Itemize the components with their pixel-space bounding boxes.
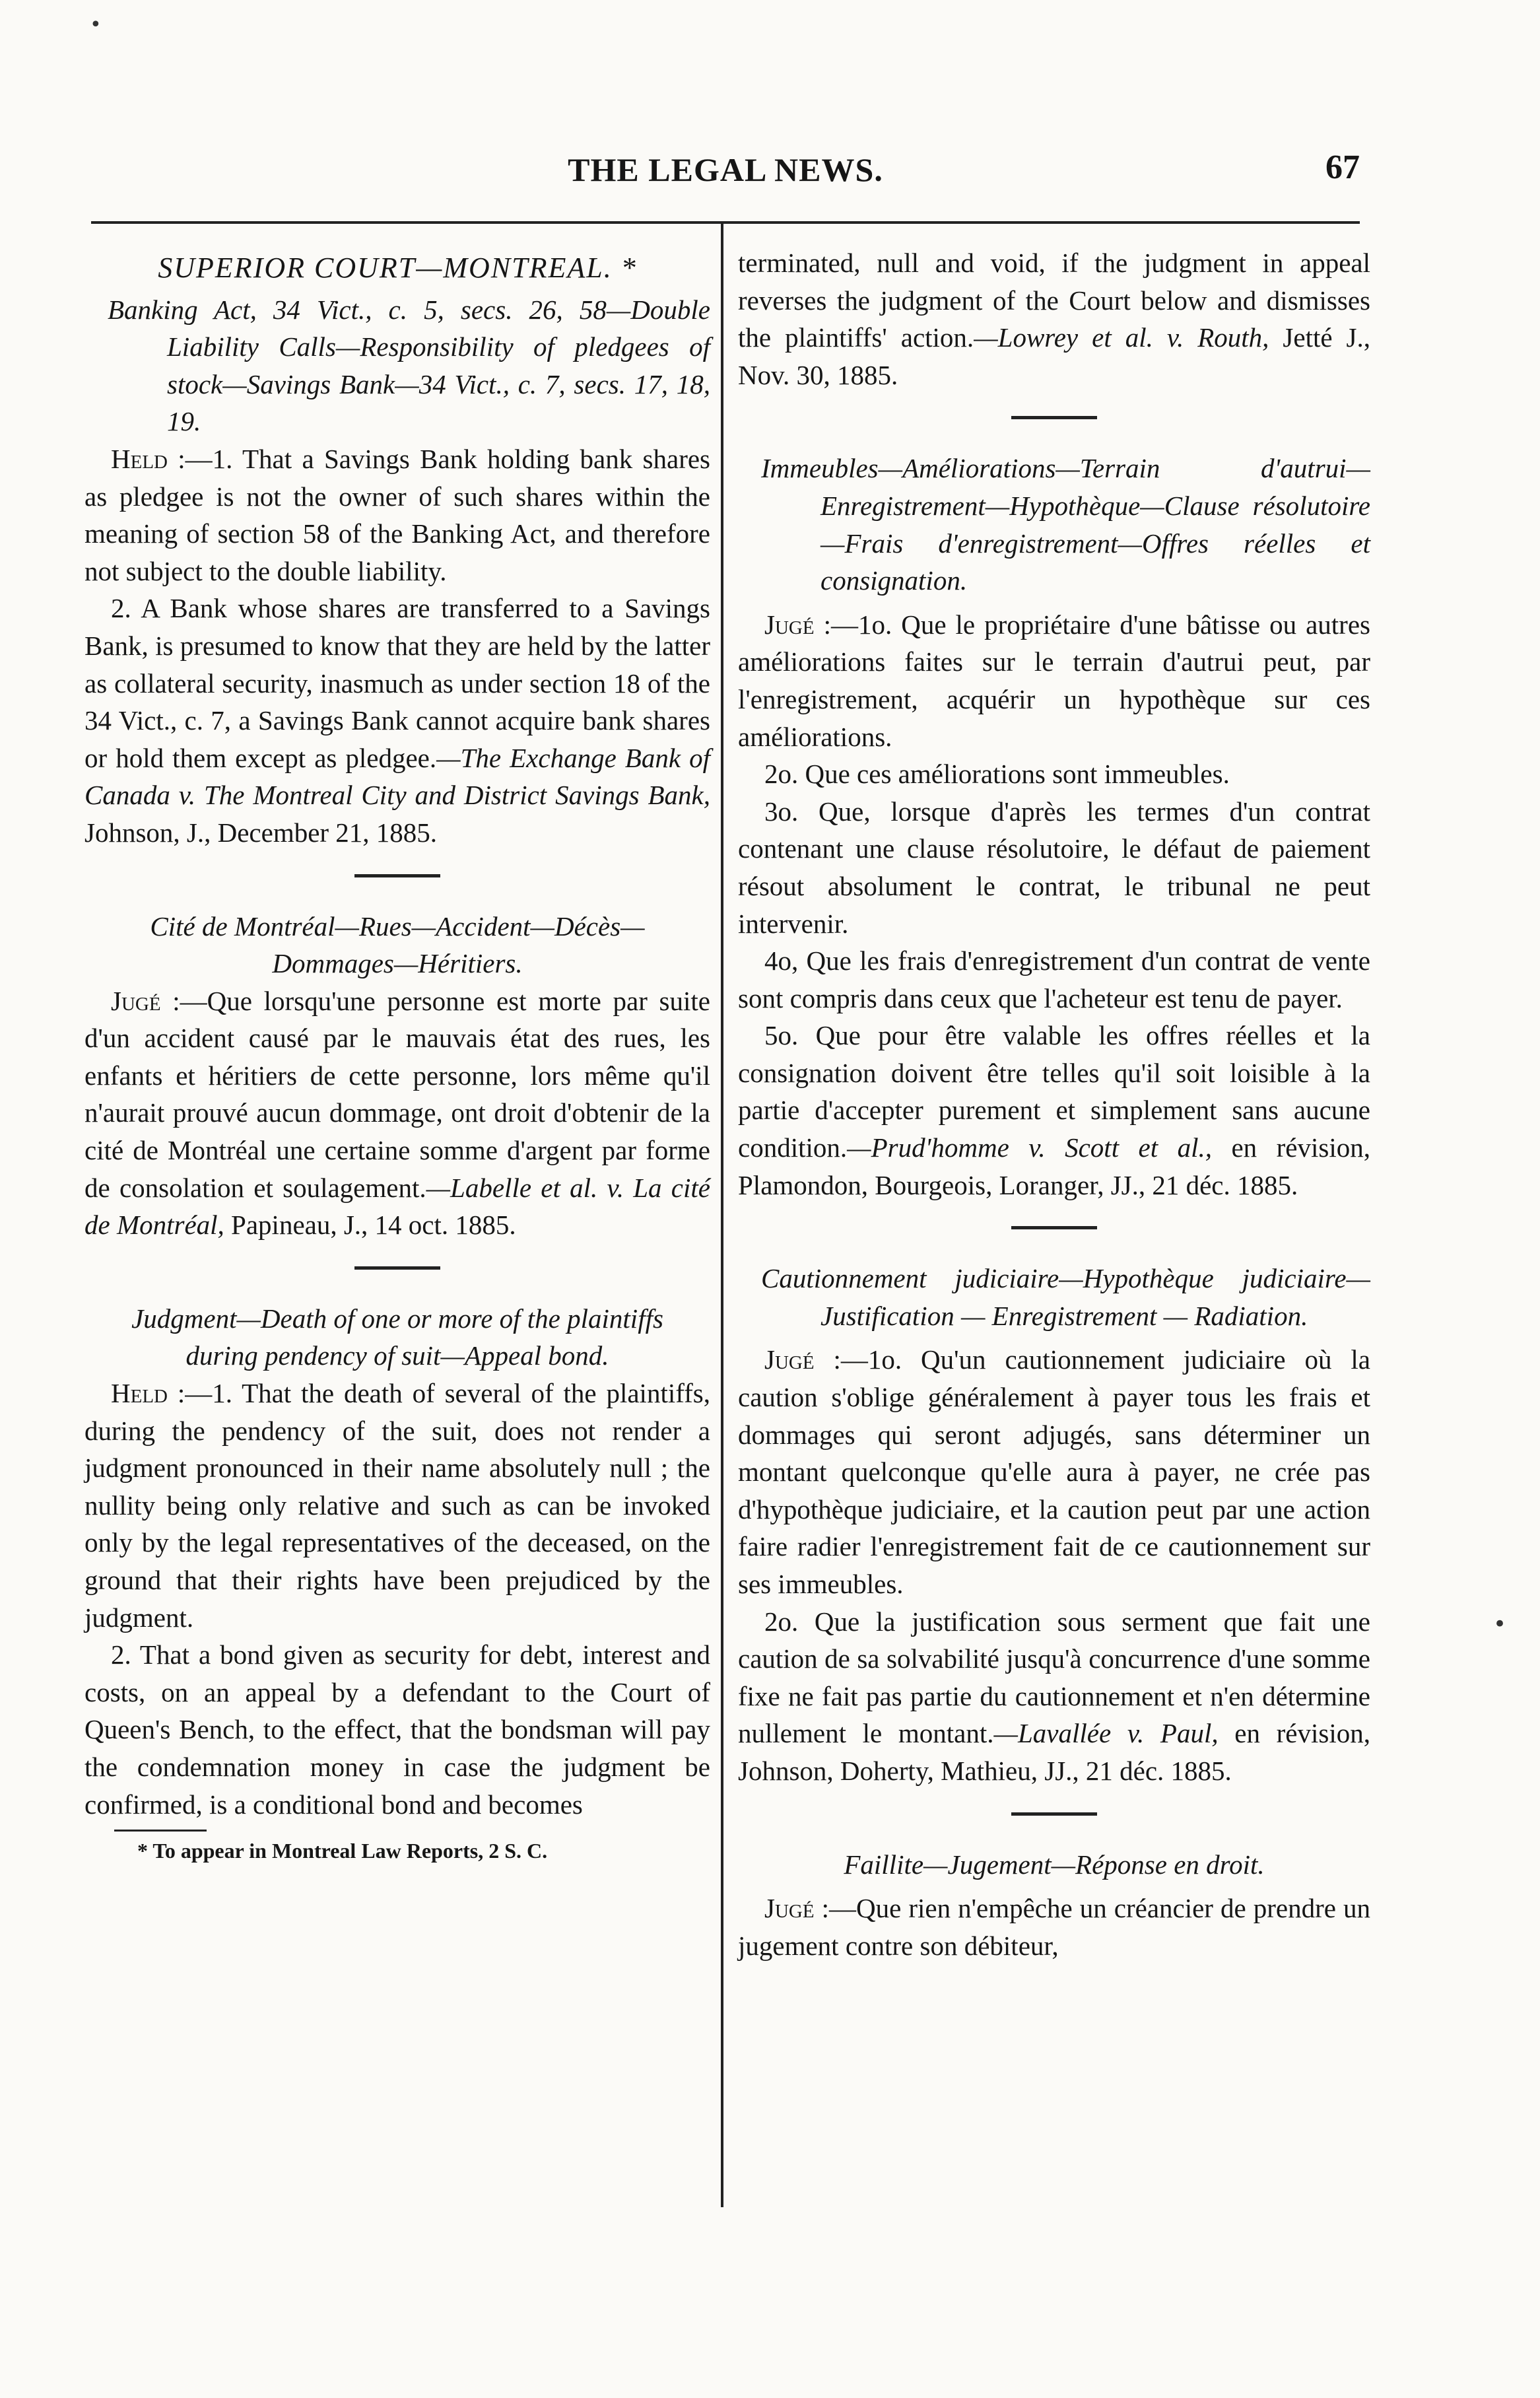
juge-label: Jugé [764,609,815,640]
case-paragraph: Held :—1. That the death of several of the plaintiffs, during the pendency of the suit, does not render a judgment pronounced in their name absolutely null ; the nullity being only relative and such as can be invoked only by the legal representatives of the deceased, on the ground that their rights have been prejudiced by the judgment. [84,1378,710,1633]
case-paragraph: Held :—1. That a Savings Bank holding bank shares as pledgee is not the owner of such shares within the meaning of section 58 of the Banking Act, and therefore not subject to the double liability. [84,443,710,586]
juge-label: Jugé [764,1344,815,1375]
case-paragraph: Jugé :—1o. Qu'un cautionnement judiciaire où la caution s'oblige généralement à payer tous les frais et dommages qui seront adjugés, sans déterminer un montant quelconque qu'elle aura à payer, ne crée pas d'hypothèque judiciaire, et la caution peut par une action faire radier l'enregistrement fait de ce cautionnement sur ses immeubles. [738,1344,1370,1599]
running-head [91,139,1360,191]
case-paragraph: terminated, null and void, if the judgment in appeal reverses the judgment of the Court below and dismisses the plaintiffs' action.—Lowrey et al. v. Routh, Jetté J., Nov. 30, 1885. [738,248,1370,390]
case-keywords: Cité de Montréal—Rues—Accident—Décès—Dommages—Héritiers. [150,910,645,979]
case-paragraph: Jugé :—Que lorsqu'une personne est morte par suite d'un accident causé par le mauvais état des rues, les enfants et héritiers de cette personne, lors même qu'il n'aurait prouvé aucun dommage, ont droit d'obtenir de la cité de Montréal une certaine somme d'argent par forme de consolation et soulagement.—Labelle et al. v. La cité de Montréal, Papineau, J., 14 oct. 1885. [84,985,710,1241]
page-speck: • [1493,1611,1507,1637]
case-paragraph: 2o. Que la justification sous serment que fait une caution de sa solvabilité jusqu'à concurrence d'une somme fixe ne fait pas partie du cautionnement et n'en détermine nullement le montant.—Lavallée v. Paul, en révision, Johnson, Doherty, Mathieu, JJ., 21 déc. 1885. [738,1606,1370,1786]
case-citation: —Lowrey et al. v. Routh, [974,322,1269,353]
juge-label: Jugé [111,985,161,1016]
case-citation: —Lavallée v. Paul, [993,1718,1219,1749]
section-separator [1011,1812,1097,1816]
case-keywords: Cautionnement judiciaire—Hypothèque judiciaire—Justification — Enregistrement — Radiation. [761,1263,1370,1331]
page-number: 67 [1325,149,1360,186]
header-rule [91,221,1360,224]
section-separator [354,874,440,877]
running-title: THE LEGAL NEWS. [568,151,883,188]
case-keywords: Immeubles—Améliorations—Terrain d'autrui—Enregistrement—Hypothèque—Clause résolutoire—Frais d'enregistrement—Offres réelles et consignation. [761,453,1370,596]
page-speck: • [90,13,102,36]
case-citation: —Prud'homme v. Scott et al., [847,1132,1213,1163]
case-paragraph: 2o. Que ces améliorations sont immeubles. [764,759,1230,790]
case-paragraph: Jugé :—1o. Que le propriétaire d'une bâtisse ou autres améliorations faites sur le terrain d'autrui peut, par l'enregistrement, acquérir un hypothèque sur ces améliorations. [738,609,1370,752]
held-label: Held [111,443,168,474]
case-paragraph: 2. That a bond given as security for debt, interest and costs, on an appeal by a defendant to the Court of Queen's Bench, to the effect, that the bondsman will pay the condemnation money in case the judgment be confirmed, is a conditional bond and becomes [84,1639,710,1820]
right-column [738,244,1370,1964]
left-column [84,244,710,1866]
case-keywords: Banking Act, 34 Vict., c. 5, secs. 26, 58—Double Liability Calls—Responsibility of pledgees of stock—Savings Bank—34 Vict., c. 7, secs. 17, 18, 19. [108,294,710,437]
case-paragraph: 5o. Que pour être valable les offres réelles et la consignation doivent être telles qu'il soit loisible à la partie d'accepter purement et simplement sans aucune condition.—Prud'homme v. Scott et al., en révision, Plamondon, Bourgeois, Loranger, JJ., 21 déc. 1885. [738,1020,1370,1200]
case-paragraph: Jugé :—Que rien n'empêche un créancier de prendre un jugement contre son débiteur, [738,1893,1370,1961]
footnote-rule [114,1830,207,1832]
case-citation: —The Exchange Bank of Canada v. The Montreal City and District Savings Bank, [84,742,710,811]
section-separator [1011,1226,1097,1229]
case-citation: —Labelle et al. v. La cité de Montréal, [84,1172,710,1241]
column-rule [721,223,723,2207]
section-separator [354,1266,440,1270]
footnote: * To appear in Montreal Law Reports, 2 S. C. [137,1839,548,1863]
case-paragraph: 3o. Que, lorsque d'après les termes d'un contrat contenant une clause résolutoire, le défaut de paiement résout absolument le contrat, le tribunal ne peut intervenir. [738,796,1370,939]
case-keywords: Faillite—Jugement—Réponse en droit. [844,1849,1265,1880]
juge-label: Jugé [764,1893,815,1924]
case-paragraph: 4o, Que les frais d'enregistrement d'un contrat de vente sont compris dans ceux que l'acheteur est tenu de payer. [738,945,1370,1013]
held-label: Held [111,1378,168,1409]
case-keywords: Judgment—Death of one or more of the plaintiffs during pendency of suit—Appeal bond. [131,1303,663,1371]
court-heading: SUPERIOR COURT—MONTREAL. * [158,252,637,284]
section-separator [1011,416,1097,419]
case-paragraph: 2. A Bank whose shares are transferred to a Savings Bank, is presumed to know that they are held by the latter as collateral security, inasmuch as under section 18 of the 34 Vict., c. 7, a Savings Bank cannot acquire bank shares or hold them except as pledgee.—The Exchange Bank of Canada v. The Montreal City and District Savings Bank, Johnson, J., December 21, 1885. [84,593,710,848]
